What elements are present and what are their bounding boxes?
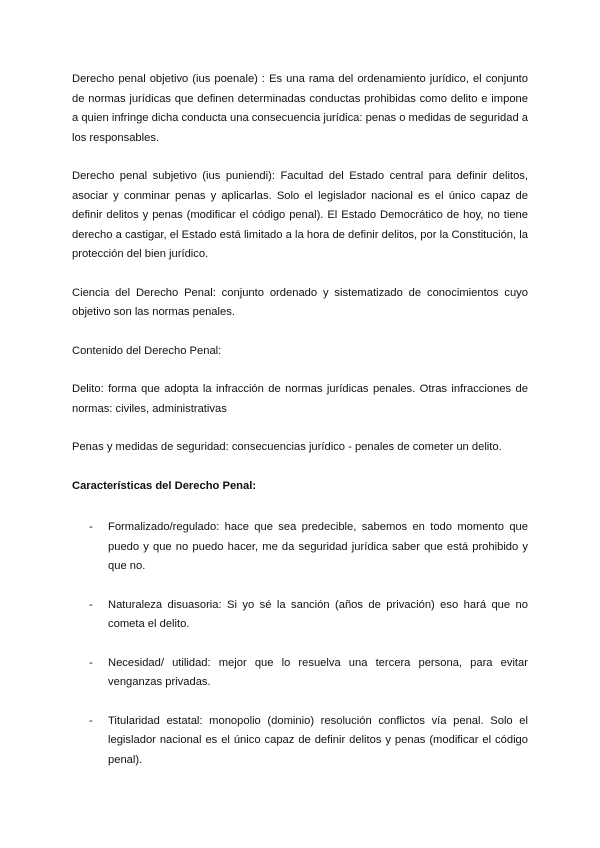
list-item <box>72 518 528 577</box>
list-item-text: Formalizado/regulado: hace que sea predecible, sabemos en todo momento que puedo y que no puedo hacer, me da seguridad jurídica saber que está prohibido y que no. <box>108 521 528 572</box>
heading-caracteristicas: Características del Derecho Penal: <box>72 479 257 492</box>
paragraph-contenido-derecho-penal: Contenido del Derecho Penal: <box>72 344 222 357</box>
paragraph-derecho-penal-objetivo: Derecho penal objetivo (ius poenale) : Es una rama del ordenamiento jurídico, el conjunto de normas jurídicas que definen determinadas conductas prohibidas como delito e impone a quien infringe dicha conducta una consecuencia jurídica: penas o medidas de seguridad a los responsables. <box>72 73 528 144</box>
bullet-dash: - <box>89 598 93 611</box>
list-item <box>72 712 528 771</box>
paragraph-delito: Delito: forma que adopta la infracción de normas jurídicas penales. Otras infracciones de normas: civiles, administrativas <box>72 383 528 415</box>
bullet-dash: - <box>89 656 93 669</box>
list-item-text: Naturaleza disuasoria: Si yo sé la sanción (años de privación) eso hará que no cometa el delito. <box>108 598 528 630</box>
list-item-text: Titularidad estatal: monopolio (dominio) resolución conflictos vía penal. Solo el legislador nacional es el único capaz de definir delitos y penas (modificar el código penal). <box>108 714 528 766</box>
caracteristicas-list <box>72 518 528 770</box>
paragraph-penas-medidas: Penas y medidas de seguridad: consecuencias jurídico - penales de cometer un delito. <box>72 441 502 453</box>
list-item-text: Necesidad/ utilidad: mejor que lo resuelva una tercera persona, para evitar venganzas privadas. <box>108 656 528 688</box>
list-item <box>72 654 528 693</box>
bullet-dash: - <box>89 714 93 727</box>
paragraph-ciencia-derecho-penal: Ciencia del Derecho Penal: conjunto ordenado y sistematizado de conocimientos cuyo objetivo son las normas penales. <box>72 286 528 318</box>
paragraph-derecho-penal-subjetivo: Derecho penal subjetivo (ius puniendi): Facultad del Estado central para definir delitos, asociar y conminar penas y aplicarlas. Solo el legislador nacional es el único capaz de definir delitos y penas (modificar el código penal). El Estado Democrático de hoy, no tiene derecho a castigar, el Estado está limitado a la hora de definir delitos, por la Constitución, la protección del bien jurídico. <box>72 170 528 260</box>
document-page <box>72 70 528 789</box>
bullet-dash: - <box>89 521 93 533</box>
list-item <box>72 596 528 635</box>
